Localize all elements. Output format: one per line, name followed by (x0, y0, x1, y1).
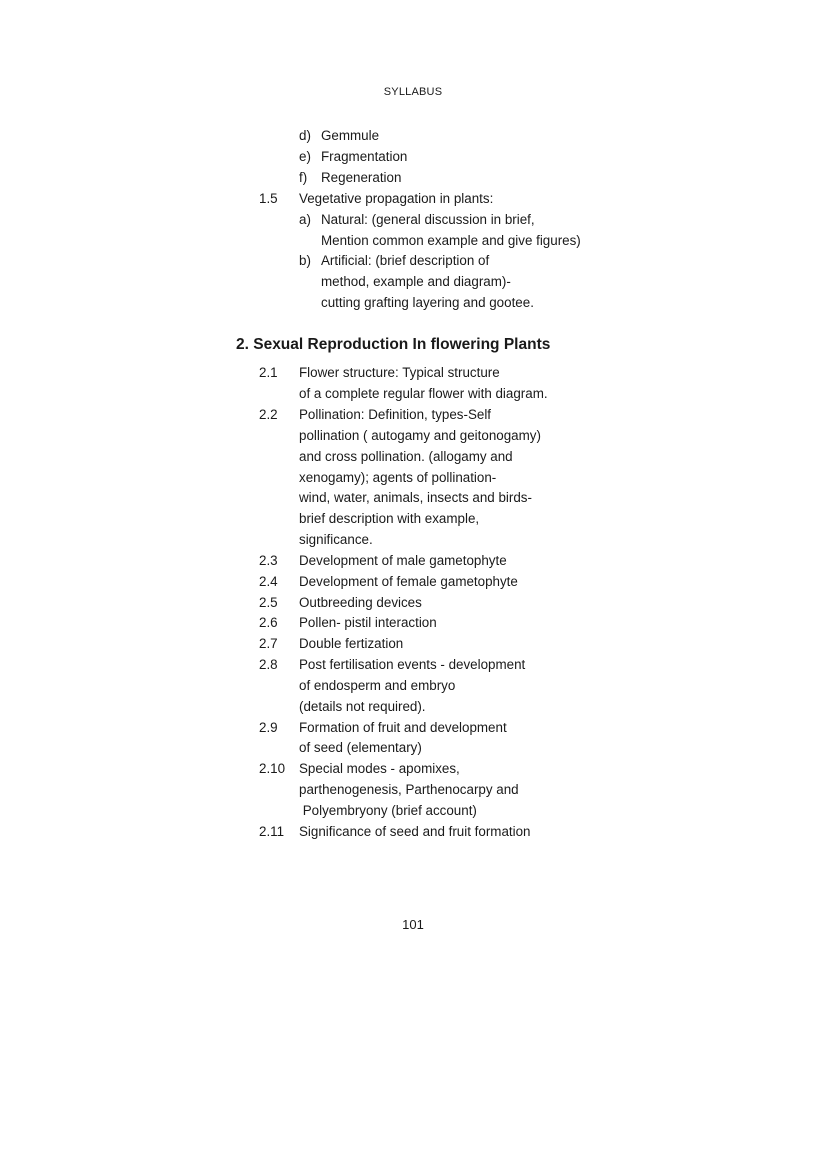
item-text: wind, water, animals, insects and birds- (299, 490, 532, 505)
item-number: 2.6 (259, 615, 278, 630)
item-number: 1.5 (259, 191, 278, 206)
item-text: Gemmule (321, 128, 380, 143)
item-marker: b) (299, 253, 311, 268)
item-text: Post fertilisation events - development (299, 657, 526, 672)
item-text: method, example and diagram)- (321, 274, 511, 289)
item-text: Regeneration (321, 170, 402, 185)
item-number: 2.8 (259, 657, 278, 672)
item-text: Fragmentation (321, 149, 408, 164)
item-text: parthenogenesis, Parthenocarpy and (299, 782, 519, 797)
item-text: of endosperm and embryo (299, 678, 456, 693)
item-text: Special modes - apomixes, (299, 761, 460, 776)
item-number: 2.10 (259, 761, 286, 776)
item-text: significance. (299, 532, 373, 547)
item-number: 2.2 (259, 407, 278, 422)
item-number: 2.7 (259, 636, 278, 651)
item-text: Artificial: (brief description of (321, 253, 490, 268)
item-number: 2.5 (259, 595, 278, 610)
item-text: Flower structure: Typical structure (299, 365, 500, 380)
item-text: Mention common example and give figures) (321, 233, 581, 248)
item-text: Natural: (general discussion in brief, (321, 212, 535, 227)
item-text: xenogamy); agents of pollination- (299, 470, 497, 485)
item-text: Development of female gametophyte (299, 574, 518, 589)
item-number: 2.1 (259, 365, 278, 380)
item-title: Vegetative propagation in plants: (299, 191, 494, 206)
item-marker: d) (299, 128, 311, 143)
item-text: and cross pollination. (allogamy and (299, 449, 513, 464)
item-text: Outbreeding devices (299, 595, 422, 610)
item-text: Double fertization (299, 636, 404, 651)
item-text: Formation of fruit and development (299, 720, 507, 735)
section-2-heading: 2. Sexual Reproduction In flowering Plants (236, 336, 551, 353)
item-marker: e) (299, 149, 311, 164)
item-text: Polyembryony (brief account) (299, 803, 477, 818)
item-number: 2.3 (259, 553, 278, 568)
item-text: of seed (elementary) (299, 740, 422, 755)
page-header: SYLLABUS (383, 86, 443, 98)
item-text: Pollen- pistil interaction (299, 615, 437, 630)
item-text: (details not required). (299, 699, 426, 714)
item-text: cutting grafting layering and gootee. (321, 295, 534, 310)
item-text: of a complete regular flower with diagram. (299, 386, 548, 401)
item-text: brief description with example, (299, 511, 480, 526)
page-number: 101 (402, 917, 424, 932)
item-text: Significance of seed and fruit formation (299, 824, 531, 839)
item-text: Pollination: Definition, types-Self (299, 407, 492, 422)
item-number: 2.4 (259, 574, 278, 589)
item-number: 2.11 (259, 824, 285, 839)
item-marker: f) (299, 170, 308, 185)
item-number: 2.9 (259, 720, 278, 735)
item-text: pollination ( autogamy and geitonogamy) (299, 428, 541, 443)
item-text: Development of male gametophyte (299, 553, 507, 568)
item-marker: a) (299, 212, 311, 227)
